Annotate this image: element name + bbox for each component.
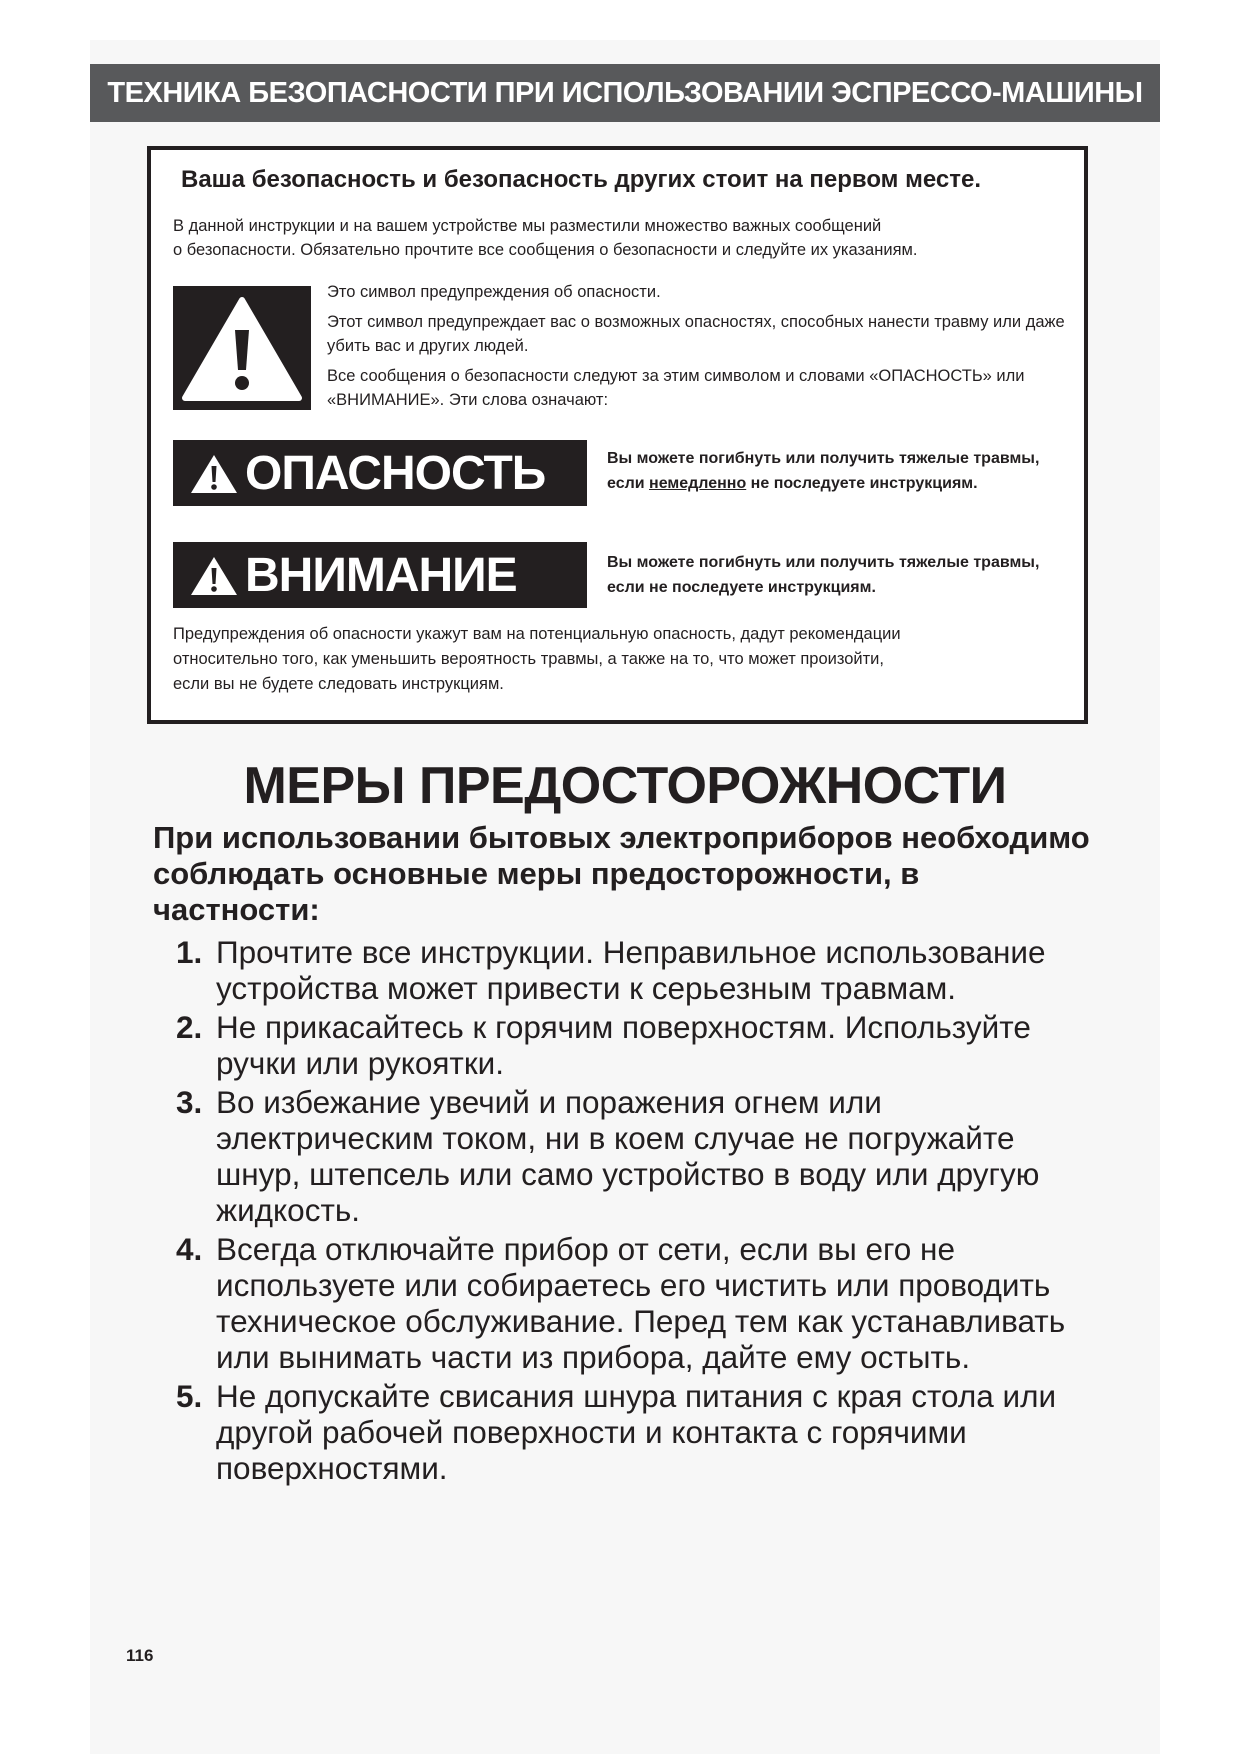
danger-desc-text: Вы можете погибнуть или получить тяжелые травмы, если	[607, 450, 1040, 492]
item-text: Всегда отключайте прибор от сети, если вы его не используете или собираетесь его чистить или проводить техническое обслуживание. Перед тем как устанавливать или вынимать части из прибора, дайте ему остыть.	[216, 1231, 1066, 1375]
footer-line: относительно того, как уменьшить вероятность травмы, а также на то, что может произойти,	[173, 650, 884, 668]
list-item	[176, 1378, 1106, 1486]
symbol-text: Это символ предупреждения об опасности.	[327, 283, 661, 301]
symbol-text: Все сообщения о безопасности следуют за этим символом и словами «ОПАСНОСТЬ» или «ВНИМАНИЕ». Эти слова означают:	[327, 367, 1025, 409]
list-item	[176, 1009, 1106, 1081]
page-number: 116	[126, 1646, 154, 1665]
item-number: 1.	[176, 934, 203, 970]
item-text: Не допускайте свисания шнура питания с края стола или другой рабочей поверхности и контакта с горячими поверхностями.	[216, 1378, 1057, 1486]
symbol-explanation	[327, 280, 1067, 418]
list-item	[176, 1231, 1106, 1375]
safety-box-title: Ваша безопасность и безопасность других стоит на первом месте.	[181, 166, 981, 193]
item-text: Прочтите все инструкции. Неправильное использование устройства может привести к серьезным травмам.	[216, 934, 1046, 1006]
intro-line: В данной инструкции и на вашем устройстве мы разместили множество важных сообщений	[173, 217, 882, 235]
danger-description	[607, 446, 1077, 496]
item-text: Во избежание увечий и поражения огнем или электрическим током, ни в коем случае не погружайте шнур, штепсель или само устройство в воду или другую жидкость.	[216, 1084, 1040, 1228]
danger-signal-panel	[173, 440, 587, 506]
symbol-text: Этот символ предупреждает вас о возможных опасностях, способных нанести травму или даже убить вас и других людей.	[327, 313, 1065, 355]
warning-signal-word: ВНИМАНИЕ	[245, 549, 517, 602]
danger-desc-text: не последуете инструкциям.	[746, 475, 978, 492]
item-number: 5.	[176, 1378, 203, 1414]
warning-description: Вы можете погибнуть или получить тяжелые травмы, если не последуете инструкциям.	[607, 554, 1040, 596]
precautions-subtitle: При использовании бытовых электроприборов необходимо соблюдать основные меры предосторожности, в частности:	[153, 820, 1090, 927]
precautions-list	[176, 934, 1106, 1489]
danger-alert-icon	[189, 453, 239, 495]
danger-signal-word: ОПАСНОСТЬ	[245, 447, 546, 500]
warning-signal-panel	[173, 542, 587, 608]
item-number: 3.	[176, 1084, 203, 1120]
precautions-title: МЕРЫ ПРЕДОСТОРОЖНОСТИ	[243, 757, 1007, 815]
item-number: 2.	[176, 1009, 203, 1045]
safety-notice-box	[147, 146, 1088, 724]
list-item	[176, 934, 1106, 1006]
warning-triangle-icon	[173, 286, 311, 410]
list-item	[176, 1084, 1106, 1228]
safety-box-footer	[173, 622, 1073, 697]
footer-line: Предупреждения об опасности укажут вам на потенциальную опасность, дадут рекомендации	[173, 625, 901, 643]
danger-desc-emphasis: немедленно	[649, 475, 747, 492]
item-text: Не прикасайтесь к горячим поверхностям. Используйте ручки или рукоятки.	[216, 1009, 1031, 1081]
safety-box-intro	[173, 214, 1073, 262]
footer-line: если вы не будете следовать инструкциям.	[173, 675, 504, 693]
warning-alert-icon	[189, 555, 239, 597]
item-number: 4.	[176, 1231, 203, 1267]
section-header: ТЕХНИКА БЕЗОПАСНОСТИ ПРИ ИСПОЛЬЗОВАНИИ ЭСПРЕССО-МАШИНЫ	[90, 64, 1160, 122]
intro-line: о безопасности. Обязательно прочтите все сообщения о безопасности и следуйте их указаниям.	[173, 241, 918, 259]
